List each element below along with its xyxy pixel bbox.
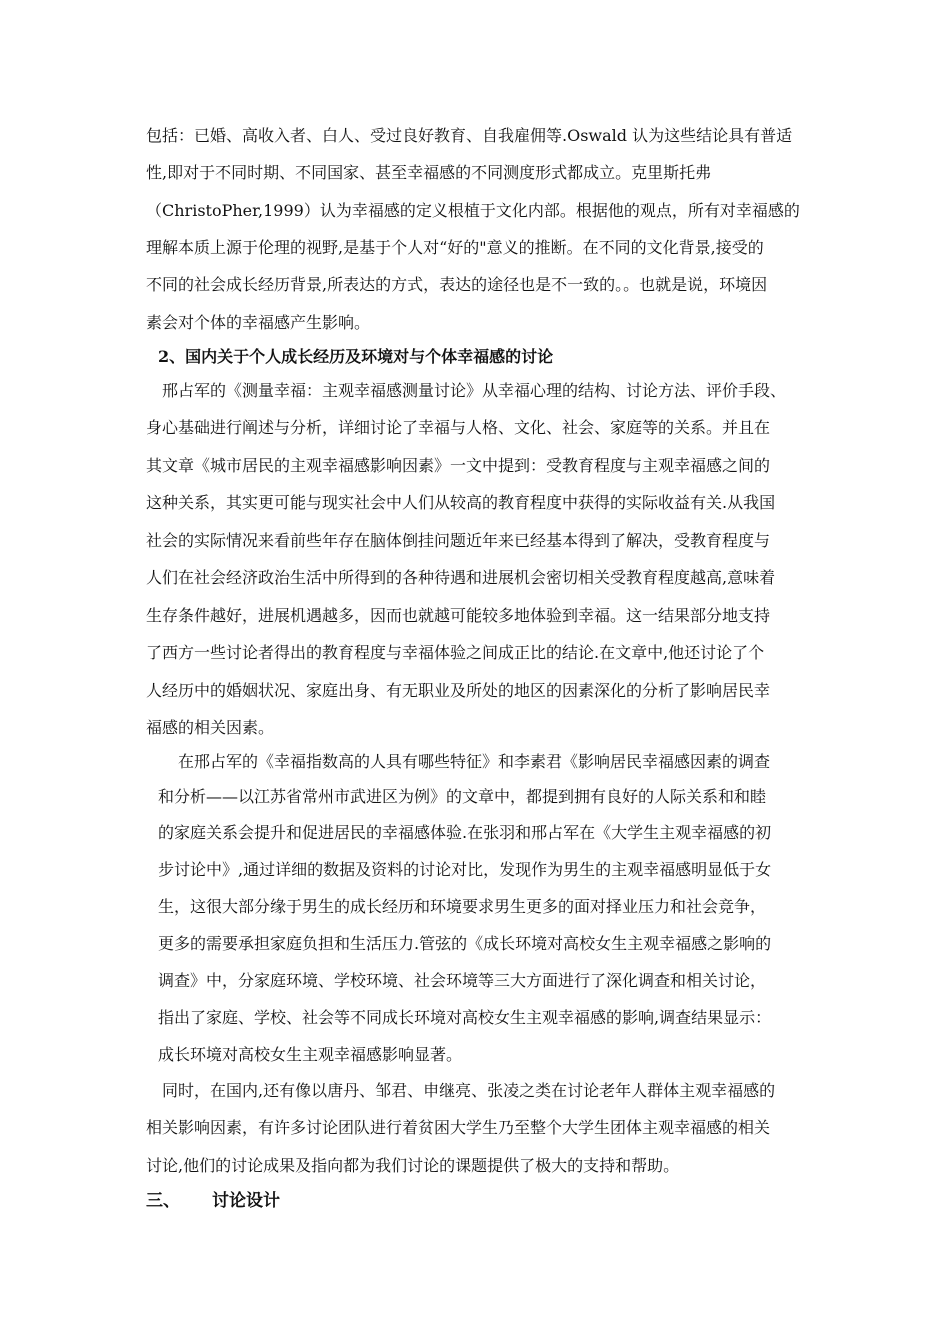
text-line: 性,即对于不同时期、不同国家、甚至幸福感的不同测度形式都成立。克里斯托弗 [146,163,712,182]
text-line: 人经历中的婚姻状况、家庭出身、有无职业及所处的地区的因素深化的分析了影响居民幸 [146,681,771,700]
text-line: 其文章《城市居民的主观幸福感影响因素》一文中提到：受教育程度与主观幸福感之间的 [146,456,771,475]
text-line: 包括：已婚、高收入者、白人、受过良好教育、自我雇佣等.Oswald 认为这些结论具有普适 [146,126,793,145]
text-line: （ChristoPher,1999）认为幸福感的定义根植于文化内部。根据他的观点，所有对幸福感的 [146,201,800,220]
text-line: 社会的实际情况来看前些年存在脑体倒挂问题近年来已经基本得到了解决，受教育程度与 [146,531,771,550]
text-line: 步讨论中》,通过详细的数据及资料的讨论对比，发现作为男生的主观幸福感明显低于女 [158,860,772,879]
text-line: 和分析——以江苏省常州市武进区为例》的文章中，都提到拥有良好的人际关系和和睦 [158,787,767,806]
text-line: 更多的需要承担家庭负担和生活压力.管弦的《成长环境对高校女生主观幸福感之影响的 [158,934,772,953]
text-line: 了西方一些讨论者得出的教育程度与幸福体验之间成正比的结论.在文章中,他还讨论了个 [146,643,765,662]
text-line: 不同的社会成长经历背景,所表达的方式，表达的途径也是不一致的。。也就是说，环境因 [146,275,768,294]
text-line: 人们在社会经济政治生活中所得到的各种待遇和进展机会密切相关受教育程度越高,意味着 [146,568,776,587]
section-number: 三、 [146,1191,180,1211]
section-heading-research-design [146,1190,280,1212]
section-heading-domestic: 2、国内关于个人成长经历及环境对与个体幸福感的讨论 [158,347,554,366]
text-line: 相关影响因素，有许多讨论团队进行着贫困大学生乃至整个大学生团体主观幸福感的相关 [146,1118,771,1137]
text-line: 指出了家庭、学校、社会等不同成长环境对高校女生主观幸福感的影响,调查结果显示： [158,1008,772,1027]
text-line: 邢占军的《测量幸福：主观幸福感测量讨论》从幸福心理的结构、讨论方法、评价手段、 [162,381,787,400]
text-line: 成长环境对高校女生主观幸福感影响显著。 [158,1045,463,1064]
text-line: 身心基础进行阐述与分析，详细讨论了幸福与人格、文化、社会、家庭等的关系。并且在 [146,418,771,437]
text-line: 的家庭关系会提升和促进居民的幸福感体验.在张羽和邢占军在《大学生主观幸福感的初 [158,823,772,842]
text-line: 生，这很大部分缘于男生的成长经历和环境要求男生更多的面对择业压力和社会竞争， [158,897,767,916]
text-line: 讨论,他们的讨论成果及指向都为我们讨论的课题提供了极大的支持和帮助。 [146,1156,680,1175]
text-line: 理解本质上源于伦理的视野,是基于个人对“好的"意义的推断。在不同的文化背景,接受的 [146,238,764,257]
text-line: 调查》中，分家庭环境、学校环境、社会环境等三大方面进行了深化调查和相关讨论， [158,971,767,990]
text-line: 这种关系，其实更可能与现实社会中人们从较高的教育程度中获得的实际收益有关.从我国 [146,493,776,512]
text-line: 在邢占军的《幸福指数高的人具有哪些特征》和李素君《影响居民幸福感因素的调查 [178,752,771,771]
section-title: 讨论设计 [212,1191,280,1211]
text-line: 福感的相关因素。 [146,718,275,737]
text-line: 生存条件越好，进展机遇越多，因而也就越可能较多地体验到幸福。这一结果部分地支持 [146,606,771,625]
text-line: 素会对个体的幸福感产生影响。 [146,313,371,332]
text-line: 同时，在国内,还有像以唐丹、邹君、申继亮、张凌之类在讨论老年人群体主观幸福感的 [162,1081,776,1100]
